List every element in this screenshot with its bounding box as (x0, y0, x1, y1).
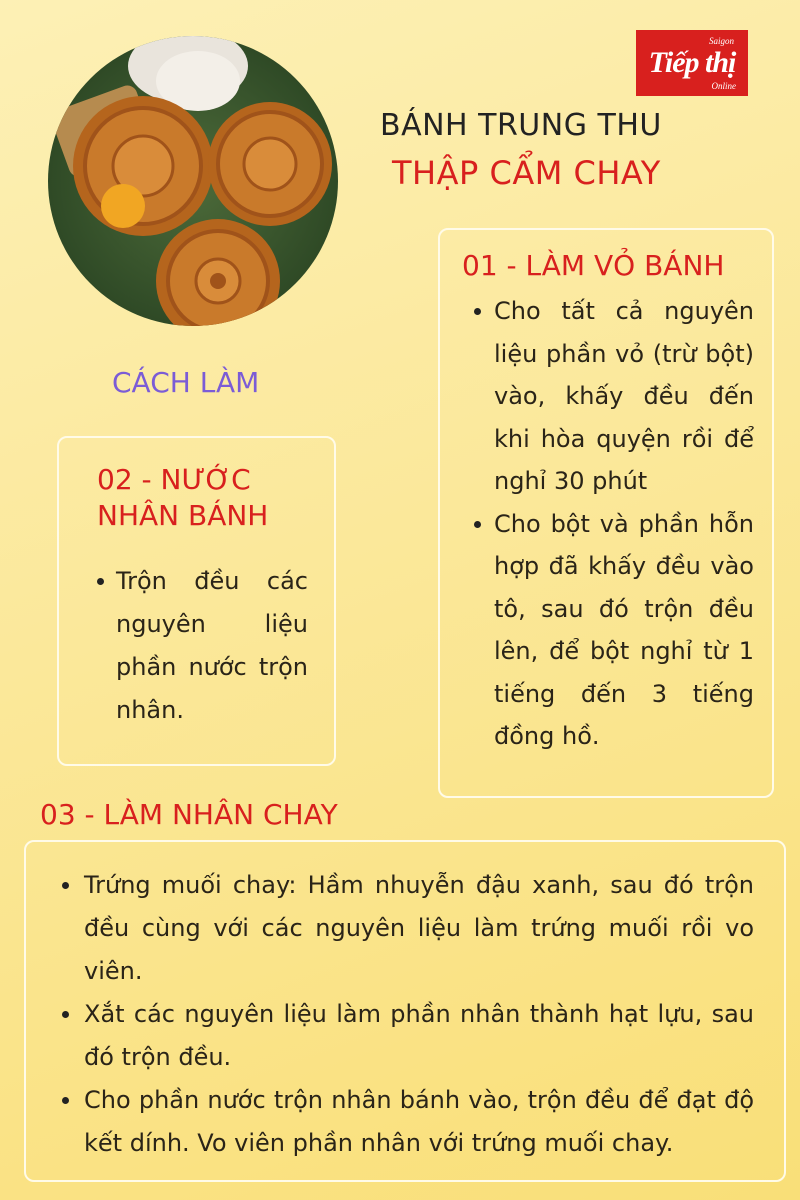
list-item: Cho tất cả nguyên liệu phần vỏ (trừ bột) vào, khấy đều đến khi hòa quyện rồi để nghỉ 30 phút (494, 290, 754, 503)
logo-bottom-text: Online (711, 81, 736, 91)
title-line-2: THẬP CẨM CHAY (392, 154, 661, 192)
step3-list (84, 864, 754, 1165)
tiep-thi-logo (636, 30, 748, 96)
mooncake-illustration (48, 36, 338, 326)
step2-list (116, 560, 308, 732)
step2-heading: 02 - NƯỚC NHÂN BÁNH (97, 463, 269, 532)
step2-card (57, 436, 336, 766)
logo-brand: Tiếp thị (648, 46, 736, 79)
list-item: Trứng muối chay: Hầm nhuyễn đậu xanh, sau đó trộn đều cùng với các nguyên liệu làm trứng muối rồi vo viên. (84, 864, 754, 993)
step3-heading: 03 - LÀM NHÂN CHAY (40, 798, 338, 831)
list-item: Cho bột và phần hỗn hợp đã khấy đều vào tô, sau đó trộn đều lên, để bột nghỉ từ 1 tiếng đến 3 tiếng đồng hồ. (494, 503, 754, 758)
step1-card (438, 228, 774, 798)
list-item: Cho phần nước trộn nhân bánh vào, trộn đều để đạt độ kết dính. Vo viên phần nhân với trứng muối chay. (84, 1079, 754, 1165)
step1-list (494, 290, 754, 758)
step1-heading: 01 - LÀM VỎ BÁNH (462, 249, 725, 282)
mooncake-photo (48, 36, 338, 326)
section-label: CÁCH LÀM (112, 366, 260, 399)
logo-top-text: Saigon (708, 36, 734, 46)
step3-card (24, 840, 786, 1182)
title-line-1: BÁNH TRUNG THU (380, 108, 662, 143)
list-item: Trộn đều các nguyên liệu phần nước trộn nhân. (116, 560, 308, 732)
list-item: Xắt các nguyên liệu làm phần nhân thành hạt lựu, sau đó trộn đều. (84, 993, 754, 1079)
